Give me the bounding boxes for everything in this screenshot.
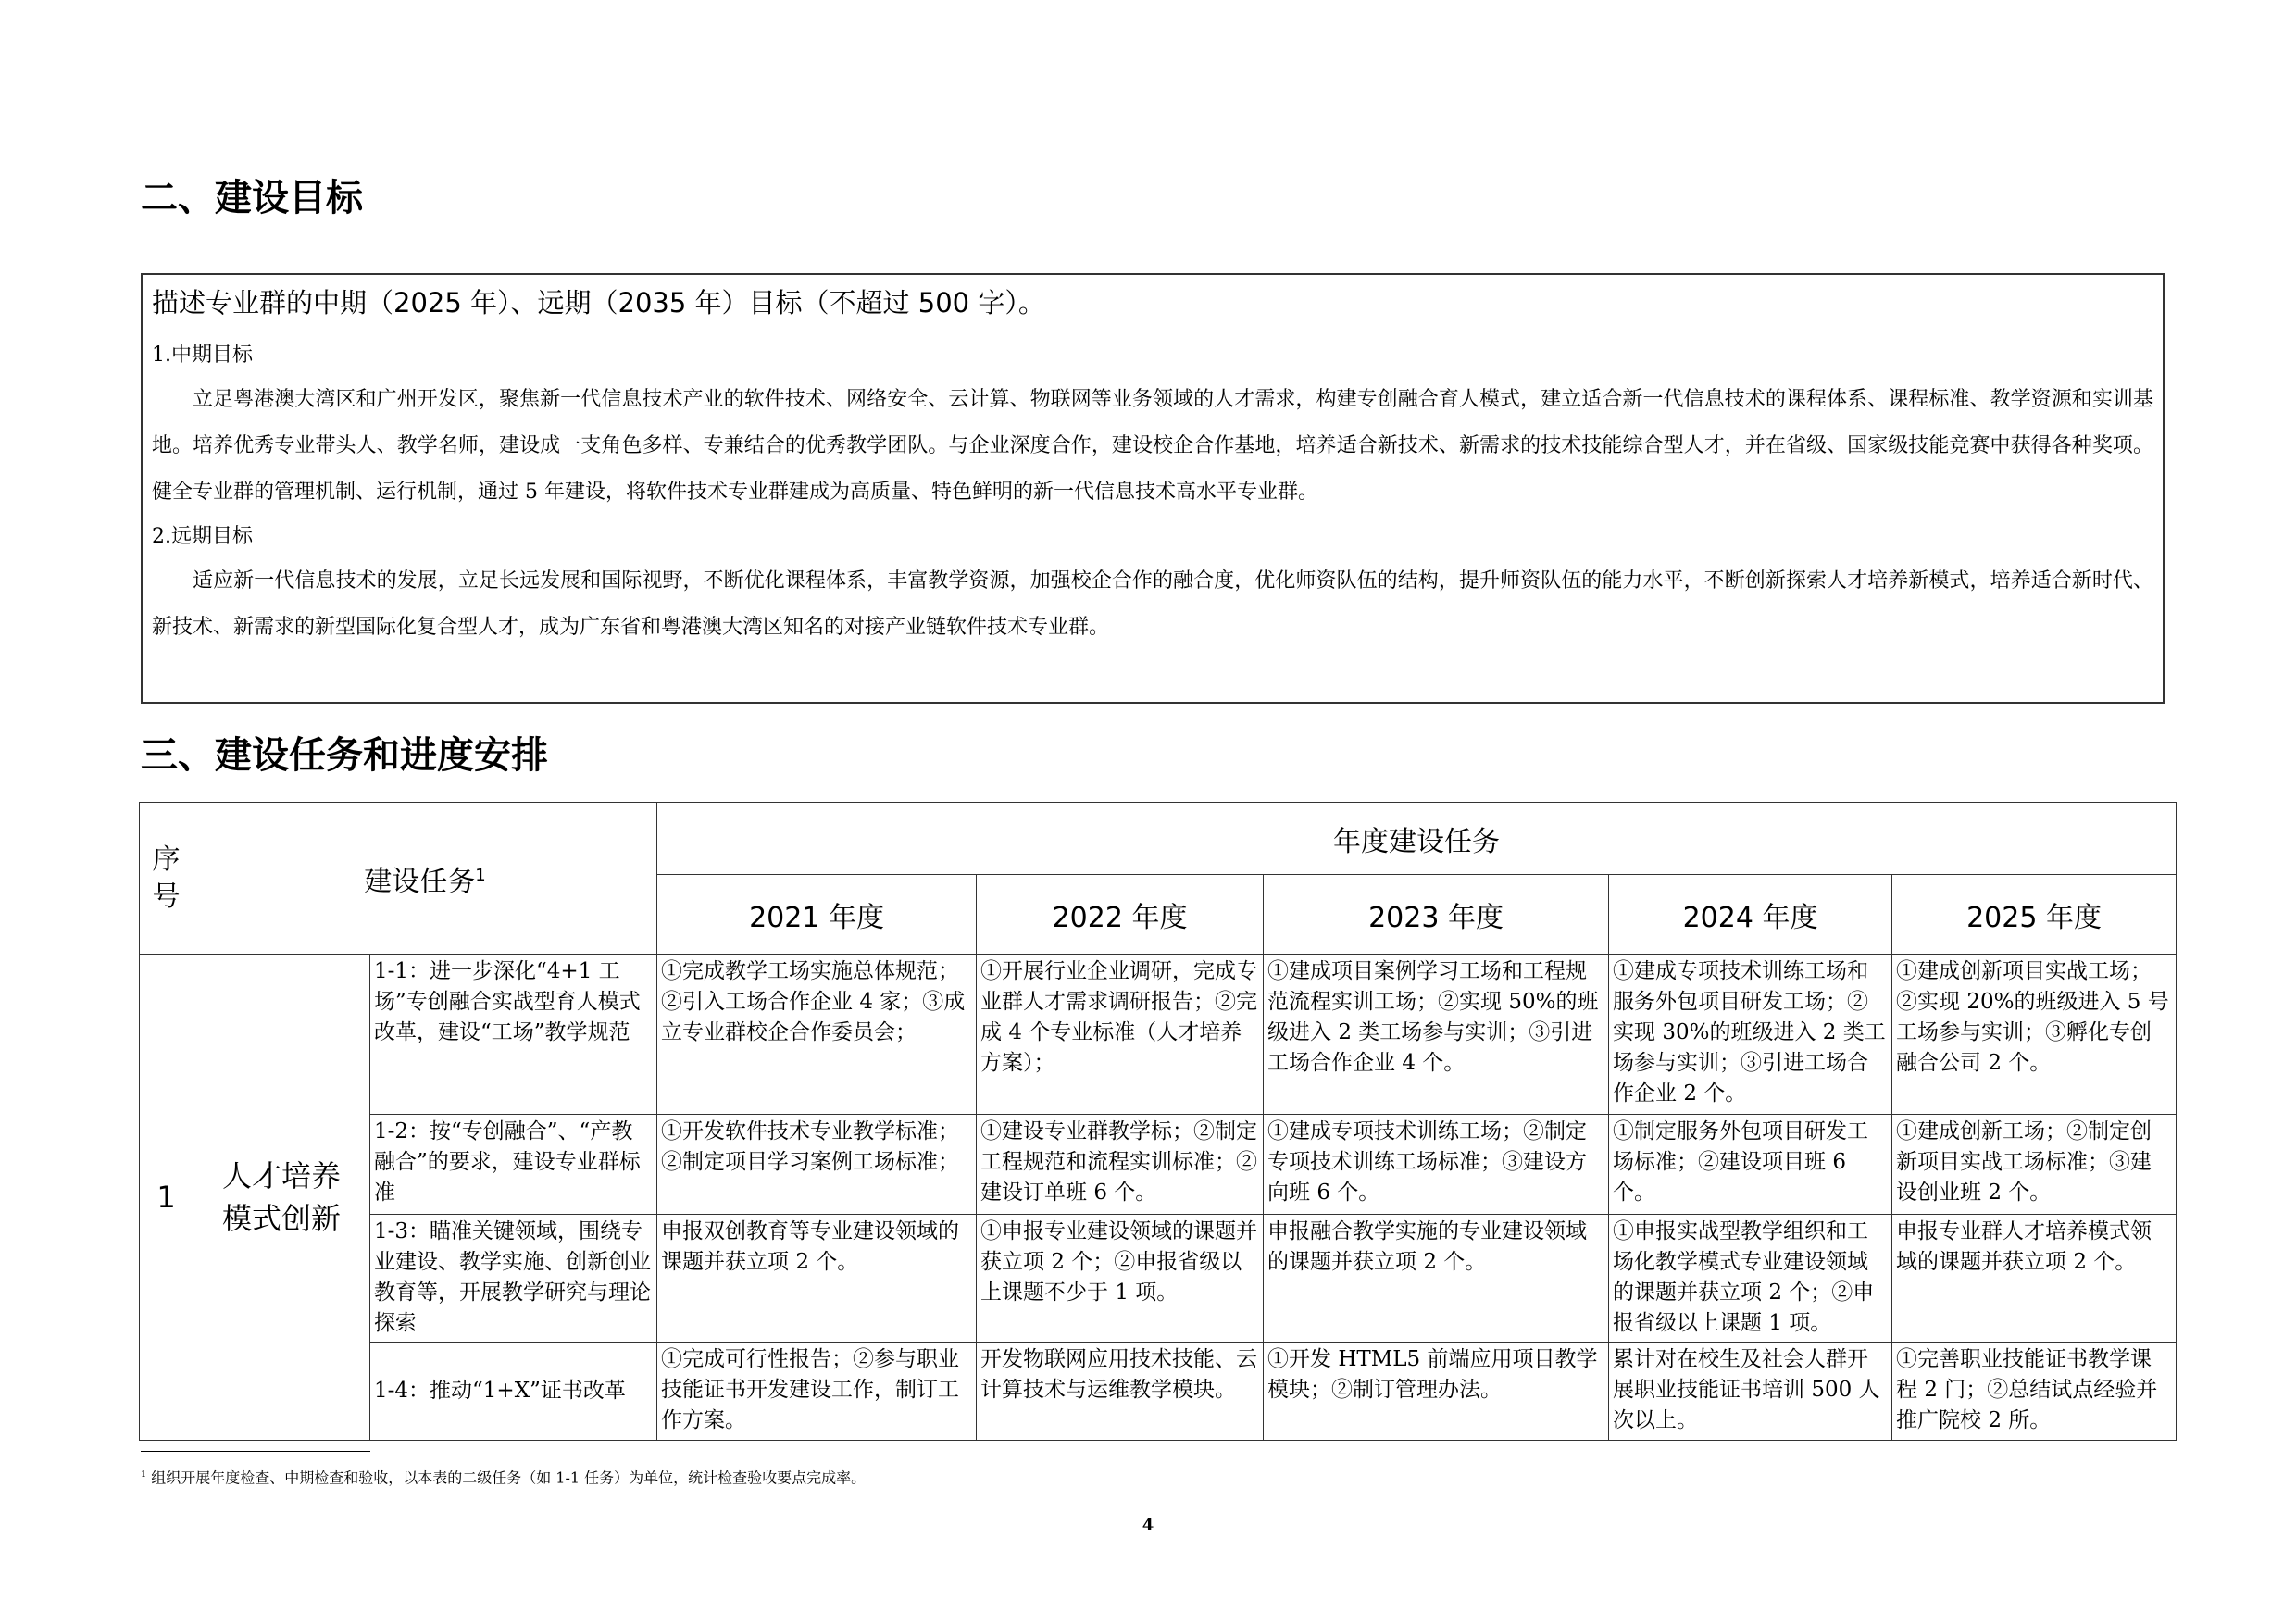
header-annual-tasks: 年度建设任务 [657,803,2177,875]
task-cell: ①建成创新项目实战工场；②实现 20%的班级进入 5 号工场参与实训；③孵化专创融合公司 2 个。 [1892,955,2177,1115]
task-cell: ①完善职业技能证书教学课程 2 门；②总结试点经验并推广院校 2 所。 [1892,1343,2177,1441]
task-cell: ①申报专业建设领域的课题并获立项 2 个；②申报省级以上课题不少于 1 项。 [977,1215,1264,1343]
group-seq: 1 [140,955,193,1441]
subtask-1-4: 1-4：推动“1+X”证书改革 [370,1343,657,1441]
table-row [140,1343,2177,1441]
section-heading-tasks: 三、建设任务和进度安排 [141,734,548,777]
task-cell: ①建成项目案例学习工场和工程规范流程实训工场；②实现 50%的班级进入 2 类工场参与实训；③引进工场合作企业 4 个。 [1264,955,1609,1115]
task-cell: ①建成专项技术训练工场和服务外包项目研发工场；②实现 30%的班级进入 2 类工场参与实训；③引进工场合作企业 2 个。 [1609,955,1892,1115]
header-seq: 序号 [140,803,193,955]
task-cell: 申报双创教育等专业建设领域的课题并获立项 2 个。 [657,1215,977,1343]
goals-box [141,273,2165,704]
long-term-title: 2.远期目标 [152,525,253,548]
table-row [140,955,2177,1115]
subtask-1-1: 1-1：进一步深化“4+1 工场”专创融合实战型育人模式改革，建设“工场”教学规范 [370,955,657,1115]
task-cell: ①开展行业企业调研，完成专业群人才需求调研报告；②完成 4 个专业标准（人才培养方案）； [977,955,1264,1115]
subtask-1-2: 1-2：按“专创融合”、“产教融合”的要求，建设专业群标准 [370,1115,657,1215]
tasks-table [139,802,2177,1441]
footnote-divider [141,1451,370,1452]
table-row [140,1215,2177,1343]
group-category: 人才培养模式创新 [193,955,370,1441]
task-cell: ①建成创新工场；②制定创新项目实战工场标准；③建设创业班 2 个。 [1892,1115,2177,1215]
long-term-text: 适应新一代信息技术的发展，立足长远发展和国际视野，不断优化课程体系，丰富教学资源，加强校企合作的融合度，优化师资队伍的结构，提升师资队伍的能力水平，不断创新探索人才培养新模式，培养适合新时代、新技术、新需求的新型国际化复合型人才，成为广东省和粤港澳大湾区知名的对接产业链软件技术专业群。 [152,569,2153,639]
page-number: 4 [1142,1516,1154,1535]
header-year-2022: 2022 年度 [977,875,1264,955]
subtask-1-3: 1-3：瞄准关键领域，围绕专业建设、教学实施、创新创业教育等，开展教学研究与理论探索 [370,1215,657,1343]
footnote-ref: 1 [475,865,486,885]
footnote-text: 组织开展年度检查、中期检查和验收，以本表的二级任务（如 1-1 任务）为单位，统计检查验收要点完成率。 [151,1468,867,1487]
section-heading-goals: 二、建设目标 [141,177,363,219]
header-year-2025: 2025 年度 [1892,875,2177,955]
table-row [140,1115,2177,1215]
task-cell: 申报融合教学实施的专业建设领域的课题并获立项 2 个。 [1264,1215,1609,1343]
task-cell: ①申报实战型教学组织和工场化教学模式专业建设领域的课题并获立项 2 个；②申报省级以上课题 1 项。 [1609,1215,1892,1343]
task-cell: 申报专业群人才培养模式领域的课题并获立项 2 个。 [1892,1215,2177,1343]
header-task: 建设任务$^1$ [193,803,657,955]
task-cell: 开发物联网应用技术技能、云计算技术与运维教学模块。 [977,1343,1264,1441]
footnote [141,1466,866,1487]
task-cell: ①开发软件技术专业教学标准；②制定项目学习案例工场标准； [657,1115,977,1215]
task-cell: ①开发 HTML5 前端应用项目教学模块；②制订管理办法。 [1264,1343,1609,1441]
task-cell: ①完成可行性报告；②参与职业技能证书开发建设工作，制订工作方案。 [657,1343,977,1441]
task-cell: ①建成专项技术训练工场；②制定专项技术训练工场标准；③建设方向班 6 个。 [1264,1115,1609,1215]
header-year-2024: 2024 年度 [1609,875,1892,955]
mid-term-title: 1.中期目标 [152,344,253,367]
task-cell: ①建设专业群教学标；②制定工程规范和流程实训标准；②建设订单班 6 个。 [977,1115,1264,1215]
mid-term-text: 立足粤港澳大湾区和广州开发区，聚焦新一代信息技术产业的软件技术、网络安全、云计算、物联网等业务领域的人才需求，构建专创融合育人模式，建立适合新一代信息技术的课程体系、课程标准、教学资源和实训基地。培养优秀专业带头人、教学名师，建设成一支角色多样、专兼结合的优秀教学团队。与企业深度合作，建设校企合作基地，培养适合新技术、新需求的技术技能综合型人才，并在省级、国家级技能竞赛中获得各种奖项。健全专业群的管理机制、运行机制，通过 5 年建设，将软件技术专业群建成为高质量、特色鲜明的新一代信息技术高水平专业群。 [152,388,2153,504]
header-year-2021: 2021 年度 [657,875,977,955]
header-year-2023: 2023 年度 [1264,875,1609,955]
task-cell: ①完成教学工场实施总体规范；②引入工场合作企业 4 家；③成立专业群校企合作委员会； [657,955,977,1115]
task-cell: ①制定服务外包项目研发工场标准；②建设项目班 6 个。 [1609,1115,1892,1215]
footnote-mark: 1 [141,1469,147,1480]
goals-prompt: 描述专业群的中期（2025 年）、远期（2035 年）目标（不超过 500 字）。 [152,287,1045,319]
task-cell: 累计对在校生及社会人群开展职业技能证书培训 500 人次以上。 [1609,1343,1892,1441]
